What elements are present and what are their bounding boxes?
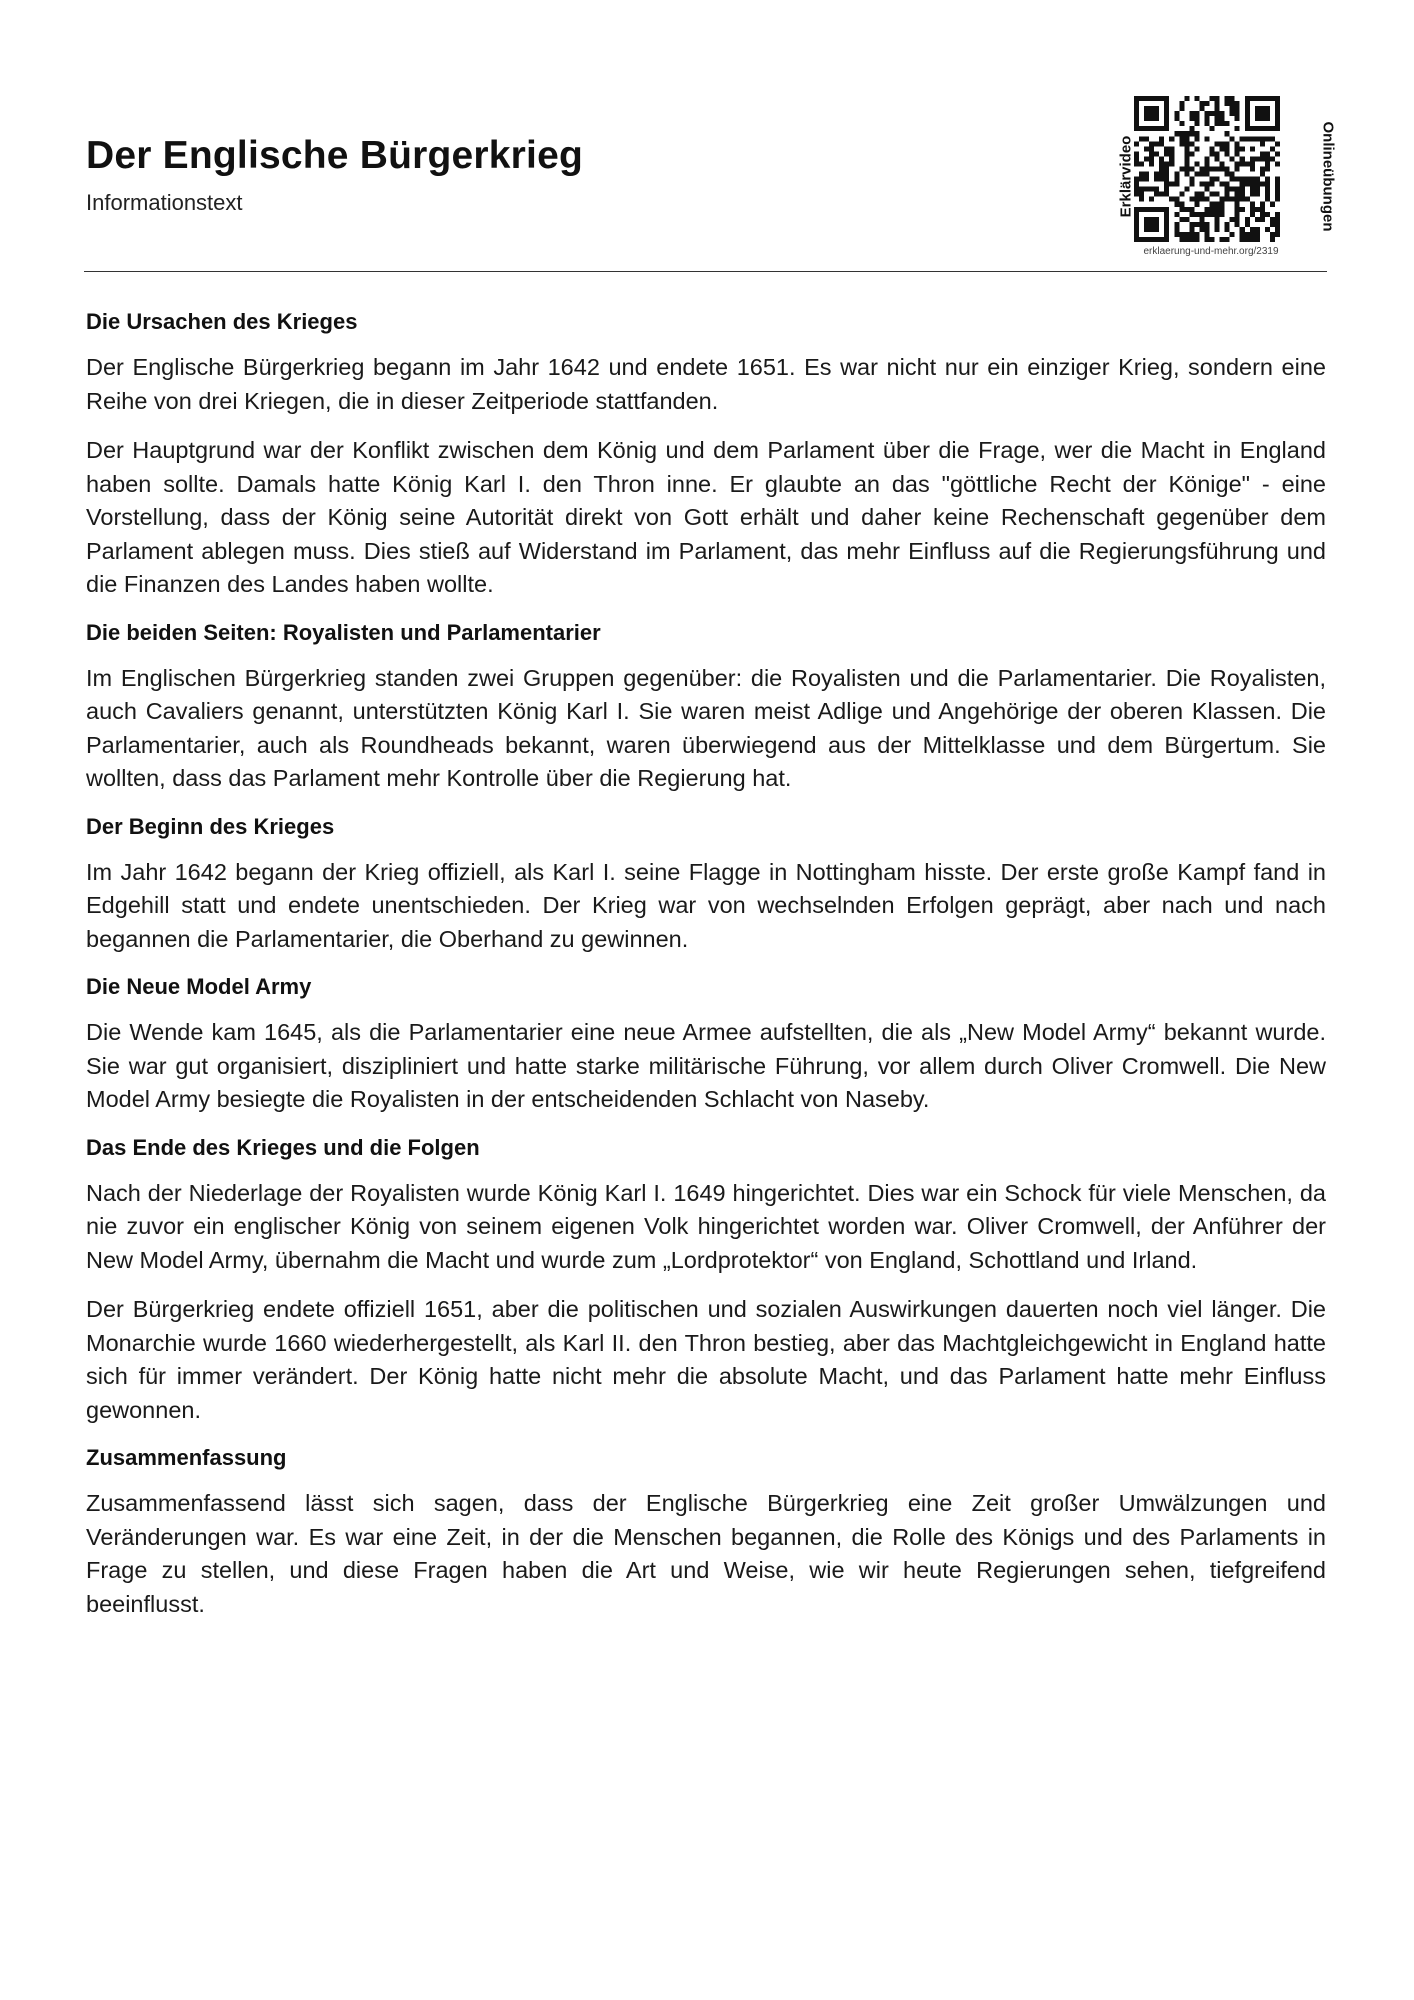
qr-code-block[interactable] [1096,90,1337,260]
section-seiten [86,618,1326,796]
section-zusammenfassung [86,1443,1326,1621]
section-ursachen [86,307,1326,602]
section-ende [86,1133,1326,1428]
page-subtitle: Informationstext [86,190,243,215]
section-model-army [86,972,1326,1117]
paragraph: Die Wende kam 1645, als die Parlamentarier eine neue Armee aufstellten, die als „New Model Army“ bekannt wurde. Sie war gut organisiert, diszipliniert und hatte starke militärische Führung, vor allem durch Oliver Cromwell. Die New Model Army besiegte die Royalisten in der entscheidenden Schlacht von Naseby. [86,1019,1326,1112]
qr-label-onlineuebungen: Onlineübungen [1319,121,1337,232]
paragraph: Der Bürgerkrieg endete offiziell 1651, aber die politischen und sozialen Auswirkungen dauerten noch viel länger. Die Monarchie wurde 1660 wiederhergestellt, als Karl II. den Thron bestieg, aber das Machtgleichgewicht in England hatte sich für immer verändert. Der König hatte nicht mehr die absolute Macht, und das Parlament hatte mehr Einfluss gewonnen. [86,1296,1326,1423]
paragraph: Der Hauptgrund war der Konflikt zwischen dem König und dem Parlament über die Frage, wer die Macht in England haben sollte. Damals hatte König Karl I. den Thron inne. Er glaubte an das "göttliche Recht der Könige" - eine Vorstellung, dass der König seine Autorität direkt von Gott erhält und daher keine Rechenschaft gegenüber dem Parlament ablegen muss. Dies stieß auf Widerstand im Parlament, das mehr Einfluss auf die Regierungsführung und die Finanzen des Landes haben wollte. [86,437,1326,597]
document-body [86,307,1326,1637]
section-heading: Der Beginn des Krieges [86,813,335,839]
qr-code-icon[interactable] [1134,96,1280,242]
paragraph: Im Jahr 1642 begann der Krieg offiziell, als Karl I. seine Flagge in Nottingham hisste. Der erste große Kampf fand in Edgehill statt und endete unentschieden. Der Krieg war von wechselnden Erfolgen geprägt, aber nach und nach begannen die Parlamentarier, die Oberhand zu gewinnen. [86,858,1326,952]
header-divider [84,271,1327,272]
section-heading: Die beiden Seiten: Royalisten und Parlamentarier [86,619,601,645]
paragraph: Nach der Niederlage der Royalisten wurde König Karl I. 1649 hingerichtet. Dies war ein Schock für viele Menschen, da nie zuvor ein englischer König von seinem eigenen Volk hingerichtet worden war. Oliver Cromwell, der Anführer der New Model Army, übernahm die Macht und wurde zum „Lordprotektor“ von England, Schottland und Irland. [86,1179,1326,1273]
section-heading: Die Ursachen des Krieges [86,309,358,334]
paragraph: Im Englischen Bürgerkrieg standen zwei Gruppen gegenüber: die Royalisten und die Parlamentarier. Die Royalisten, auch Cavaliers genannt, unterstützten König Karl I. Sie waren meist Adlige und Angehörige der oberen Klassen. Die Parlamentarier, auch als Roundheads bekannt, waren überwiegend aus der Mittelklasse und dem Bürgertum. Sie wollten, dass das Parlament mehr Kontrolle über die Regierung hat. [86,664,1326,791]
section-heading: Zusammenfassung [86,1445,287,1470]
qr-url-text: erklaerung-und-mehr.org/2319 [1143,246,1279,257]
section-beginn [86,812,1326,957]
section-heading: Das Ende des Krieges und die Folgen [86,1134,480,1160]
paragraph: Zusammenfassend lässt sich sagen, dass der Englische Bürgerkrieg eine Zeit großer Umwälzungen und Veränderungen war. Es war eine Zeit, in der die Menschen begannen, die Rolle des Königs und des Parlaments in Frage zu stellen, und diese Fragen haben die Art und Weise, wie wir heute Regierungen sehen, tiefgreifend beeinflusst. [86,1490,1326,1617]
page-title: Der Englische Bürgerkrieg [86,134,583,177]
paragraph: Der Englische Bürgerkrieg begann im Jahr 1642 und endete 1651. Es war nicht nur ein einziger Krieg, sondern eine Reihe von drei Kriegen, die in dieser Zeitperiode stattfanden. [86,354,1326,414]
qr-label-erklaervideo: Erklärvideo [1117,135,1135,218]
section-heading: Die Neue Model Army [86,974,312,999]
